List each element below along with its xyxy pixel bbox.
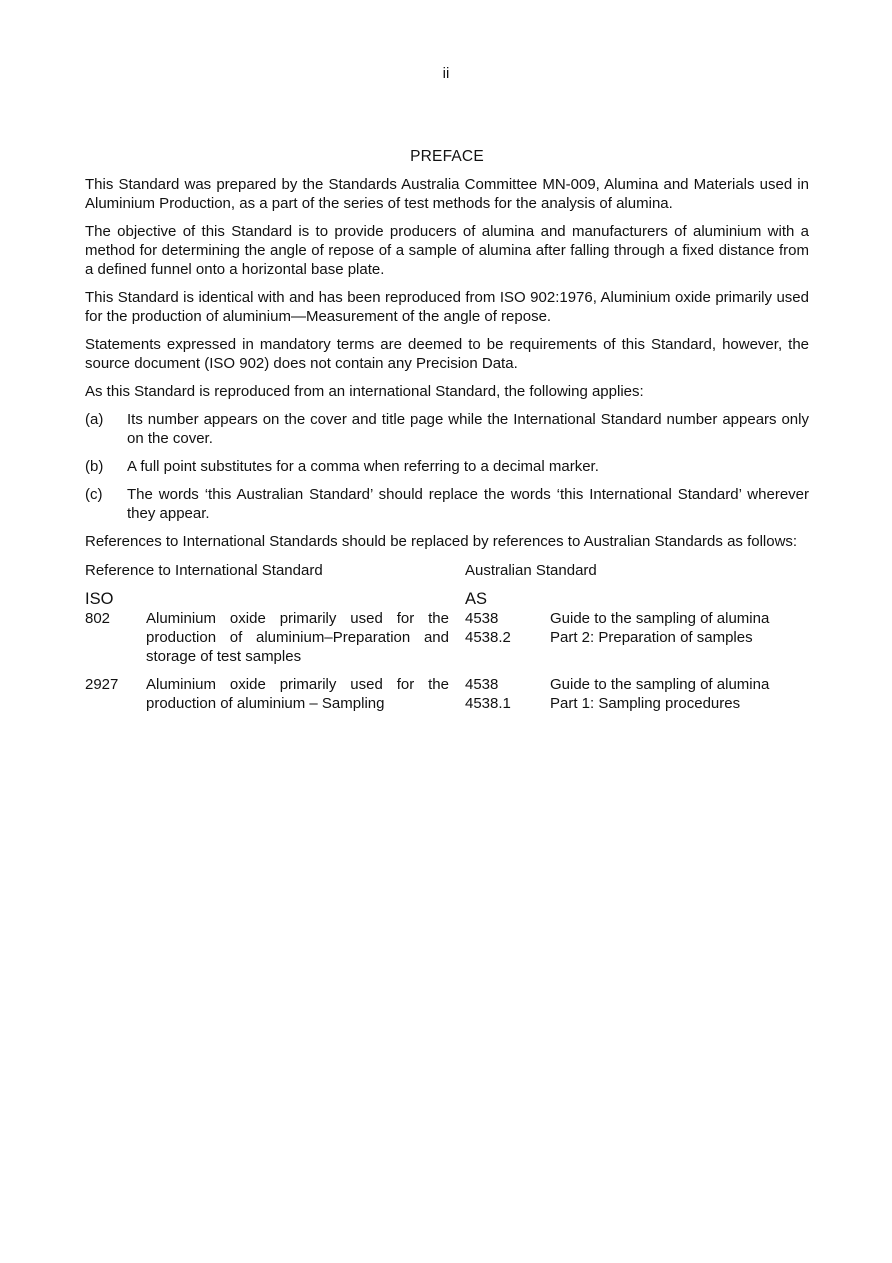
as-titles <box>550 675 809 713</box>
reference-table-header <box>85 561 809 580</box>
as-numbers <box>465 609 550 666</box>
code-iso: ISO <box>85 590 114 608</box>
as-number: 4538 <box>465 610 499 627</box>
list-item <box>85 410 809 448</box>
paragraph-committee: This Standard was prepared by the Standards Australia Committee MN-009, Alumina and Materials used in Aluminium Production, as a part of the series of test methods for the analysis of alumina. <box>85 176 809 212</box>
paragraph-applies: As this Standard is reproduced from an international Standard, the following applies: <box>85 383 644 400</box>
applies-list <box>85 410 809 523</box>
list-item <box>85 457 809 476</box>
preface-heading: PREFACE <box>410 148 484 165</box>
list-text: A full point substitutes for a comma when referring to a decimal marker. <box>127 458 599 475</box>
reference-table <box>85 561 809 713</box>
paragraph-references-intro: References to International Standards should be replaced by references to Australian Standards as follows: <box>85 533 798 550</box>
as-number: 4538.2 <box>465 629 511 646</box>
as-title: Part 2: Preparation of samples <box>550 629 753 646</box>
reference-code-row <box>85 589 809 609</box>
list-text: The words ‘this Australian Standard’ should replace the words ‘this International Standard’ wherever they appear. <box>127 486 809 522</box>
as-titles <box>550 609 809 666</box>
as-title: Guide to the sampling of alumina <box>550 610 770 627</box>
as-title: Part 1: Sampling procedures <box>550 695 741 712</box>
table-row <box>85 609 809 666</box>
header-australian: Australian Standard <box>465 562 597 579</box>
as-number: 4538.1 <box>465 695 511 712</box>
document-body <box>85 147 809 722</box>
paragraph-identical: This Standard is identical with and has been reproduced from ISO 902:1976, Aluminium oxide primarily used for the production of aluminium—Measurement of the angle of repose. <box>85 289 809 325</box>
page-number: ii <box>442 65 450 82</box>
code-as: AS <box>465 590 488 608</box>
iso-number: 802 <box>85 610 111 627</box>
table-row <box>85 675 809 713</box>
paragraph-objective: The objective of this Standard is to provide producers of alumina and manufacturers of aluminium with a method for determining the angle of repose of a sample of alumina after falling through a fixed distance from a defined funnel onto a horizontal base plate. <box>85 223 809 278</box>
list-text: Its number appears on the cover and title page while the International Standard number appears only on the cover. <box>127 411 809 447</box>
as-title: Guide to the sampling of alumina <box>550 676 770 693</box>
list-item <box>85 485 809 523</box>
as-number: 4538 <box>465 676 499 693</box>
paragraph-mandatory-terms: Statements expressed in mandatory terms are deemed to be requirements of this Standard, however, the source document (ISO 902) does not contain any Precision Data. <box>85 336 809 372</box>
list-marker: (c) <box>85 486 103 503</box>
iso-title: Aluminium oxide primarily used for the production of aluminium – Sampling <box>146 676 449 712</box>
iso-title: Aluminium oxide primarily used for the production of aluminium–Preparation and storage of test samples <box>146 610 449 665</box>
header-international: Reference to International Standard <box>85 562 323 579</box>
iso-number: 2927 <box>85 676 119 693</box>
list-marker: (a) <box>85 411 104 428</box>
as-numbers <box>465 675 550 713</box>
list-marker: (b) <box>85 458 104 475</box>
